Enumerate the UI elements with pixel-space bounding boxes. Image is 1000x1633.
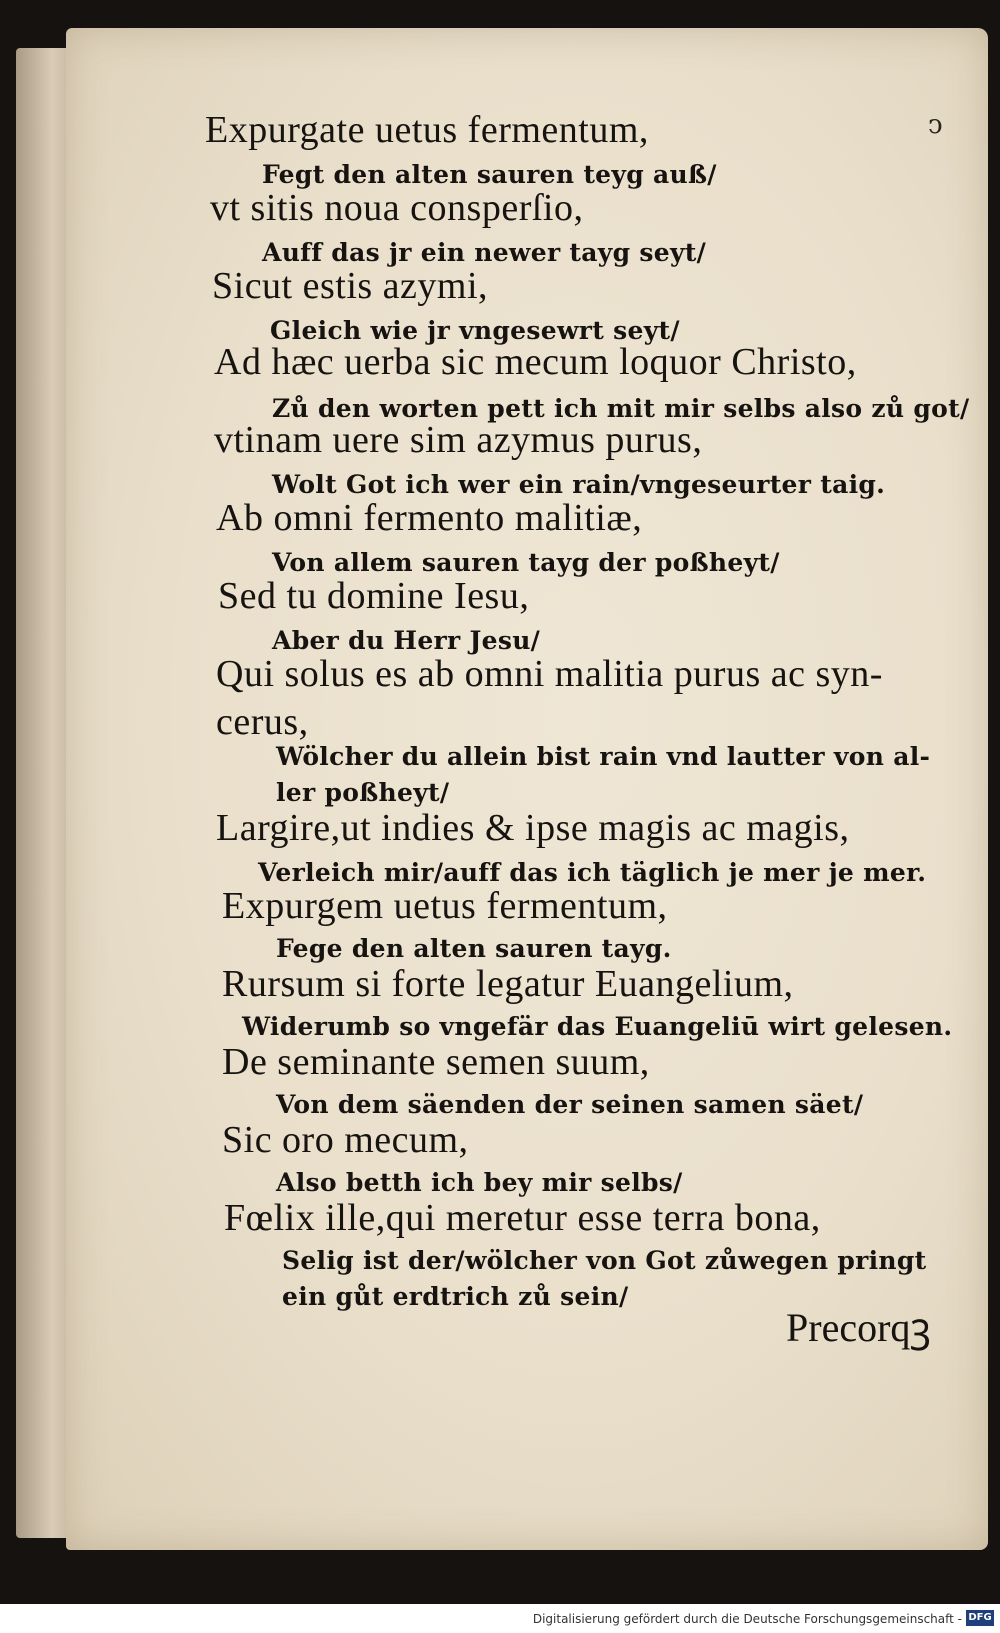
text-line: De seminante semen suum, — [222, 1041, 650, 1083]
text-line: Gleich wie jr vngesewrt seyt/ — [270, 316, 680, 345]
text-line: Verleich mir/auff das ich täglich je mer je mer. — [258, 858, 927, 887]
text-line: Expurgem uetus fermentum, — [222, 885, 668, 927]
text-line: Also betth ich bey mir selbs/ — [276, 1168, 683, 1197]
text-line: Wölcher du allein bist rain vnd lautter von al- — [276, 742, 931, 771]
text-line: Qui solus es ab omni malitia purus ac syn- — [216, 653, 883, 695]
text-line: cerus, — [216, 701, 309, 743]
text-line: ler poßheyt/ — [276, 778, 450, 807]
text-line: Rursum si forte legatur Euangelium, — [222, 963, 794, 1005]
text-line: Ad hæc uerba sic mecum loquor Christo, — [214, 341, 857, 383]
text-line: Selig ist der/wölcher von Got zůwegen pringt — [282, 1246, 927, 1275]
catchword: Precorqꝫ — [786, 1305, 931, 1350]
text-line: Wolt Got ich wer ein rain/vngeseurter taig. — [272, 470, 886, 499]
text-line: Fege den alten sauren tayg. — [276, 934, 672, 963]
text-line: Expurgate uetus fermentum, — [205, 109, 649, 151]
digitization-footer — [0, 1604, 1000, 1633]
text-line: Sic oro mecum, — [222, 1119, 469, 1161]
footer-credit: Digitalisierung gefördert durch die Deutsche Forschungsgemeinschaft - — [532, 1612, 962, 1626]
text-line: Von dem säenden der seinen samen säet/ — [276, 1090, 864, 1119]
text-line: Sicut estis azymi, — [212, 265, 489, 307]
text-line: Widerumb so vngefär das Euangeliū wirt gelesen. — [242, 1012, 953, 1041]
text-line: Fœlix ille,qui meretur esse terra bona, — [224, 1197, 821, 1239]
text-line: Von allem sauren tayg der poßheyt/ — [272, 548, 780, 577]
text-line: vt sitis noua consperſio, — [210, 187, 584, 229]
text-line: Fegt den alten sauren teyg auß/ — [262, 160, 717, 189]
text-line: Auff das jr ein newer tayg seyt/ — [262, 238, 707, 267]
dfg-logo: DFG — [966, 1610, 994, 1626]
text-line: Largire,ut indies & ipse magis ac magis, — [216, 807, 850, 849]
page-edge-mark: ↄ — [928, 110, 943, 140]
text-line: Aber du Herr Jesu/ — [272, 626, 541, 655]
text-line: Ab omni fermento malitiæ, — [216, 497, 643, 539]
text-line: Zů den worten pett ich mit mir selbs also zů got/ — [272, 394, 970, 423]
text-line: ein gůt erdtrich zů sein/ — [282, 1282, 629, 1311]
text-line: vtinam uere sim azymus purus, — [214, 419, 703, 461]
text-line: Sed tu domine Iesu, — [218, 575, 530, 617]
